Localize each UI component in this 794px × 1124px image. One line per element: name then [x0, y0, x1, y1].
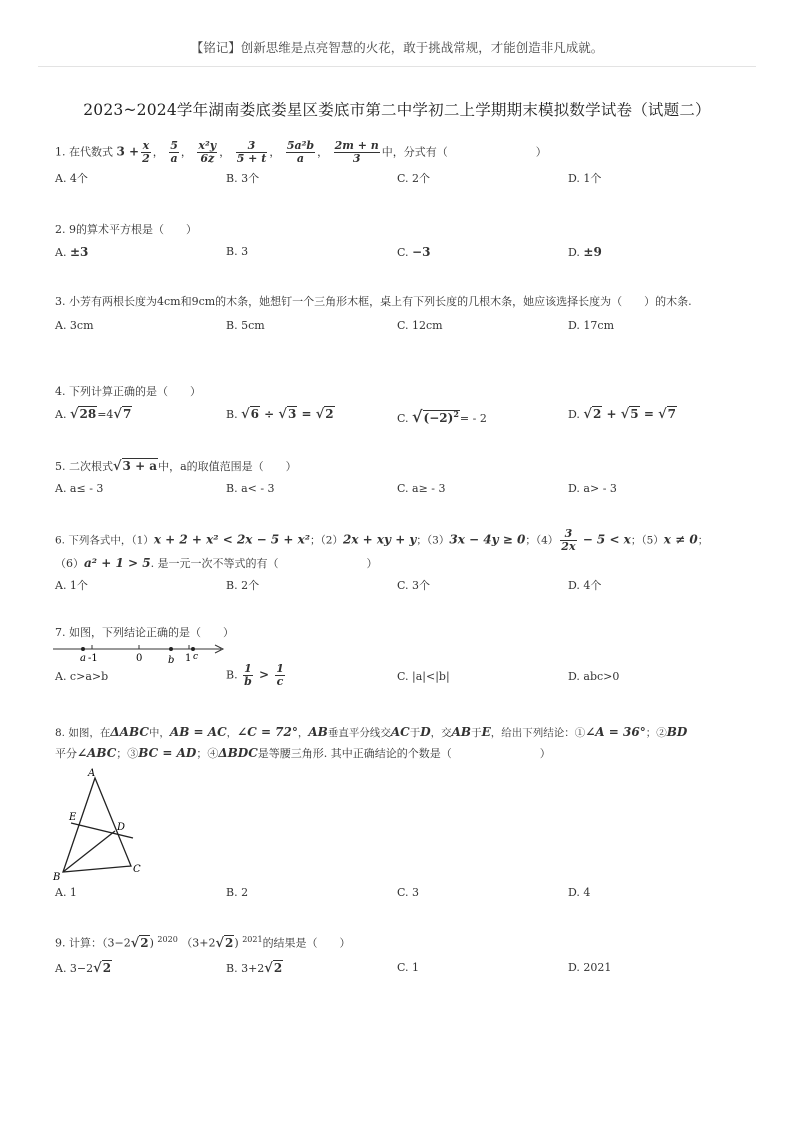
question-1-stem: 1. 在代数式 3 + $\frac{x}{2}$ ， $\frac{5}{a}$ ， $\frac{\text{x²y}}{6z}$ ， $\frac{3}{5 + t}$ ， $\frac{\text{5a²b}}{a}$ ， $\frac{2m + n}{3}$ 中，分式有（ ） — [55, 139, 547, 165]
option-a[interactable]: A. 4个 — [55, 172, 88, 185]
number-line-figure — [53, 643, 233, 665]
sqrt: √5 — [620, 407, 639, 422]
option-c[interactable]: C. −3 — [397, 245, 431, 259]
number-line-label-0: 0 — [136, 653, 143, 664]
question-2-options — [55, 244, 745, 260]
option-a[interactable]: A. √28=4√7 — [55, 407, 132, 422]
sqrt: √2 — [215, 935, 234, 951]
option-b[interactable]: B. 5cm — [226, 319, 265, 332]
question-6-options — [55, 578, 745, 594]
option-c[interactable]: C. 12cm — [397, 319, 443, 332]
option-c[interactable]: C. $√(-2)^2= - 2$ — [397, 407, 487, 426]
sqrt: √3 — [278, 407, 297, 422]
header-divider — [38, 66, 756, 67]
number-line-label-c: c — [193, 652, 199, 662]
option-a[interactable]: A. a≤ - 3 — [55, 482, 104, 495]
sqrt: √28 — [69, 407, 97, 422]
page-title: 2023~2024学年湖南娄底娄星区娄底市第二中学初二上学期期末模拟数学试卷（试题二） — [83, 101, 711, 119]
number-line-label-a: a — [80, 653, 86, 664]
question-8-options — [55, 885, 745, 901]
question-9 — [55, 932, 745, 976]
option-d[interactable]: D. ±9 — [568, 245, 602, 259]
question-8-stem: 8. 如图，在ΔABC中，AB = AC，∠C = 72°，AB垂直平分线交AC于D，交AB于E，给出下列结论：①∠A = 36°；②BD — [55, 725, 688, 739]
question-3-stem: 3. 小芳有两根长度为4cm和9cm的木条，她想钉一个三角形木框，桌上有下列长度的几根木条，她应该选择长度为（ ）的木条. — [55, 295, 692, 308]
option-d[interactable]: D. 4 — [568, 886, 591, 899]
option-c[interactable]: C. 3 — [397, 886, 420, 899]
question-4-options — [55, 406, 745, 426]
fraction: $\frac{x}{2}$ — [142, 139, 150, 165]
sqrt: $√(-2)^2$ — [412, 407, 459, 426]
question-7 — [55, 625, 745, 697]
question-3-options — [55, 318, 745, 334]
header-motto: 【铭记】创新思维是点亮智慧的火花，敢于挑战常规，才能创造非凡成就。 — [190, 40, 604, 55]
sqrt: √2 — [130, 935, 149, 951]
question-9-stem: 9. 计算：（3−2√2) $^{2020}$ （3+2√2) $^{2021}$的结果是（ ） — [55, 935, 351, 951]
number-line-label-neg1: -1 — [88, 653, 98, 664]
question-5-stem: 5. 二次根式√3 + a中，a的取值范围是（ ） — [55, 459, 297, 474]
option-b[interactable]: B. √6 ÷ √3 = √2 — [226, 407, 334, 422]
number-line-label-b: b — [168, 655, 175, 665]
question-6 — [55, 528, 745, 594]
question-6-stem-line2: （6）a² + 1 > 5. 是一元一次不等式的有（ ） — [55, 556, 378, 570]
sqrt: √7 — [658, 407, 676, 422]
option-a[interactable]: A. 3cm — [55, 319, 94, 332]
option-c[interactable]: C. 2个 — [397, 172, 431, 185]
fraction: $\frac{2m + n}{3}$ — [334, 139, 379, 165]
option-b[interactable]: B. $\frac{1}{b}$ > $\frac{1}{c}$ — [226, 662, 284, 688]
option-b[interactable]: B. 3 — [226, 245, 249, 258]
option-b[interactable]: B. a< - 3 — [226, 482, 275, 495]
sqrt: √2 — [583, 407, 602, 422]
option-c[interactable]: C. 3个 — [397, 579, 431, 592]
vertex-label-a: A — [88, 768, 96, 779]
question-1 — [55, 140, 745, 187]
fraction: $\frac{\text{5a²b}}{a}$ — [286, 139, 315, 165]
question-4-stem: 4. 下列计算正确的是（ ） — [55, 385, 201, 398]
vertex-label-b: B — [53, 872, 61, 883]
option-d[interactable]: D. 2021 — [568, 960, 612, 974]
option-d[interactable]: D. √2 + √5 = √7 — [568, 407, 676, 422]
option-d[interactable]: D. a> - 3 — [568, 482, 617, 495]
option-b[interactable]: B. 3个 — [226, 172, 260, 185]
fraction: $\frac{\text{x²y}}{6z}$ — [198, 139, 217, 165]
option-a[interactable]: A. c>a>b — [55, 670, 109, 683]
fraction: $\frac{5}{a}$ — [170, 139, 178, 165]
option-a[interactable]: A. 1 — [55, 886, 77, 899]
vertex-label-d: D — [117, 822, 126, 833]
option-d[interactable]: D. 17cm — [568, 319, 615, 332]
question-4 — [55, 384, 745, 426]
question-8 — [55, 724, 745, 901]
option-d[interactable]: D. 4个 — [568, 579, 602, 592]
vertex-label-e: E — [69, 812, 77, 823]
question-5 — [55, 458, 745, 497]
question-9-options — [55, 960, 745, 976]
option-d[interactable]: D. 1个 — [568, 172, 602, 185]
sqrt: √6 — [241, 407, 259, 422]
option-b[interactable]: B. 3+2√2 — [226, 960, 283, 976]
question-6-stem: 6. 下列各式中，（1）x + 2 + x² < 2x − 5 + x²；（2）2x + xy + y；（3）3x − 4y ≥ 0；（4） $\frac{3}{2x}$ − 5 < x；（5）x ≠ 0； — [55, 527, 709, 553]
question-2-stem: 2. 9的算术平方根是（ ） — [55, 223, 197, 236]
question-5-options — [55, 481, 745, 497]
option-b[interactable]: B. 2个 — [226, 579, 260, 592]
sqrt: √7 — [113, 407, 132, 422]
question-7-stem: 7. 如图，下列结论正确的是（ ） — [55, 626, 234, 639]
sqrt: √2 — [93, 960, 112, 976]
option-a[interactable]: A. ±3 — [55, 245, 89, 259]
sqrt: √3 + a — [113, 459, 158, 474]
fraction: $\frac{3}{5 + t}$ — [236, 139, 267, 165]
question-7-options — [55, 662, 745, 697]
vertex-label-c: C — [133, 864, 141, 875]
option-d[interactable]: D. abc>0 — [568, 670, 620, 683]
option-a[interactable]: A. 1个 — [55, 579, 88, 592]
sqrt: √2 — [264, 960, 283, 976]
fraction: $\frac{3}{2x}$ — [561, 527, 576, 553]
number-line-label-1: 1 — [185, 653, 192, 664]
triangle-figure — [51, 768, 161, 883]
option-c[interactable]: C. |a|<|b| — [397, 670, 450, 683]
question-2 — [55, 222, 745, 260]
option-a[interactable]: A. 3−2√2 — [55, 960, 112, 976]
option-c[interactable]: C. a≥ - 3 — [397, 482, 446, 495]
fraction: $\frac{1}{c}$ — [276, 662, 284, 688]
question-3 — [55, 292, 745, 334]
fraction: $\frac{1}{b}$ — [244, 662, 252, 688]
option-b[interactable]: B. 2 — [226, 886, 249, 899]
option-c[interactable]: C. 1 — [397, 960, 420, 974]
question-8-stem-line2: 平分∠ABC；③BC = AD；④ΔBDC是等腰三角形. 其中正确结论的个数是（ ） — [55, 746, 551, 760]
sqrt: √2 — [315, 407, 334, 422]
question-1-options — [55, 171, 745, 187]
